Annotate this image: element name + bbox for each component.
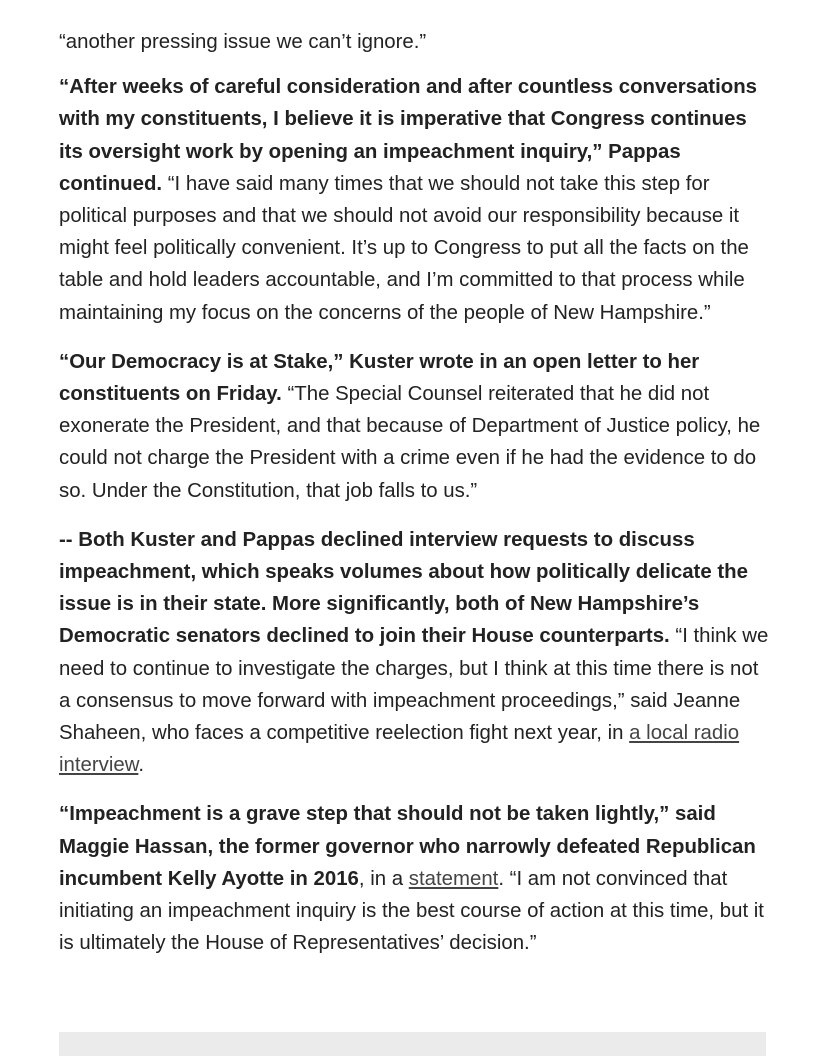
paragraph-3-text: “The Special Counsel reiterated that he did not exonerate the President, and that because of Department of Justice policy, he could not charge the President with a crime even if he had the evidence to do so. Under the Constitution, that job falls to us.” bbox=[59, 383, 761, 502]
statement-link[interactable]: statement bbox=[408, 867, 499, 890]
paragraph-5-lead: “Impeachment is a grave step that should not be taken lightly,” said Maggie Hassan, the former governor who narrowly defeated Republican incumbent Kelly Ayotte in 2016 bbox=[59, 803, 756, 890]
article-body bbox=[59, 26, 774, 976]
paragraph-4-tail: . bbox=[138, 754, 145, 777]
paragraph-1-text: “another pressing issue we can’t ignore.” bbox=[59, 31, 427, 53]
paragraph-2-text: “I have said many times that we should not take this step for political purposes and that we should not avoid our responsibility because it might feel politically convenient. It’s up to Congress to put all the facts on the table and hold leaders accountable, and I’m committed to that process while maintaining my focus on the concerns of the people of New Hampshire.” bbox=[59, 172, 749, 324]
article-paragraph-3 bbox=[59, 346, 774, 507]
article-paragraph-5 bbox=[59, 798, 774, 959]
paragraph-2-lead: “After weeks of careful consideration and after countless conversations with my constituents, I believe it is imperative that Congress continues its oversight work by opening an impeachment inquiry,” Pappas continued. bbox=[59, 76, 758, 195]
footer-divider-bar bbox=[59, 1032, 766, 1056]
article-paragraph-4 bbox=[59, 524, 774, 782]
paragraph-5-text: , in a bbox=[358, 867, 409, 890]
paragraph-3-lead: “Our Democracy is at Stake,” Kuster wrote in an open letter to her constituents on Friday. bbox=[59, 350, 700, 406]
paragraph-4-text: “I think we need to continue to investigate the charges, but I think at this time there is not a consensus to move forward with impeachment proceedings,” said Jeanne Shaheen, who faces a competitive reelection fight next year, in bbox=[59, 625, 769, 745]
article-paragraph-2 bbox=[59, 71, 774, 329]
paragraph-4-lead: -- Both Kuster and Pappas declined interview requests to discuss impeachment, which speaks volumes about how politically delicate the issue is in their state. More significantly, both of New Hampshire’s Democratic senators declined to join their House counterparts. bbox=[59, 528, 748, 648]
local-radio-interview-link[interactable]: a local radio interview bbox=[59, 722, 740, 777]
paragraph-5-tail: . “I am not convinced that initiating an impeachment inquiry is the best course of action at this time, but it is ultimately the House of Representatives’ decision.” bbox=[59, 867, 764, 955]
article-paragraph-1 bbox=[59, 26, 774, 58]
